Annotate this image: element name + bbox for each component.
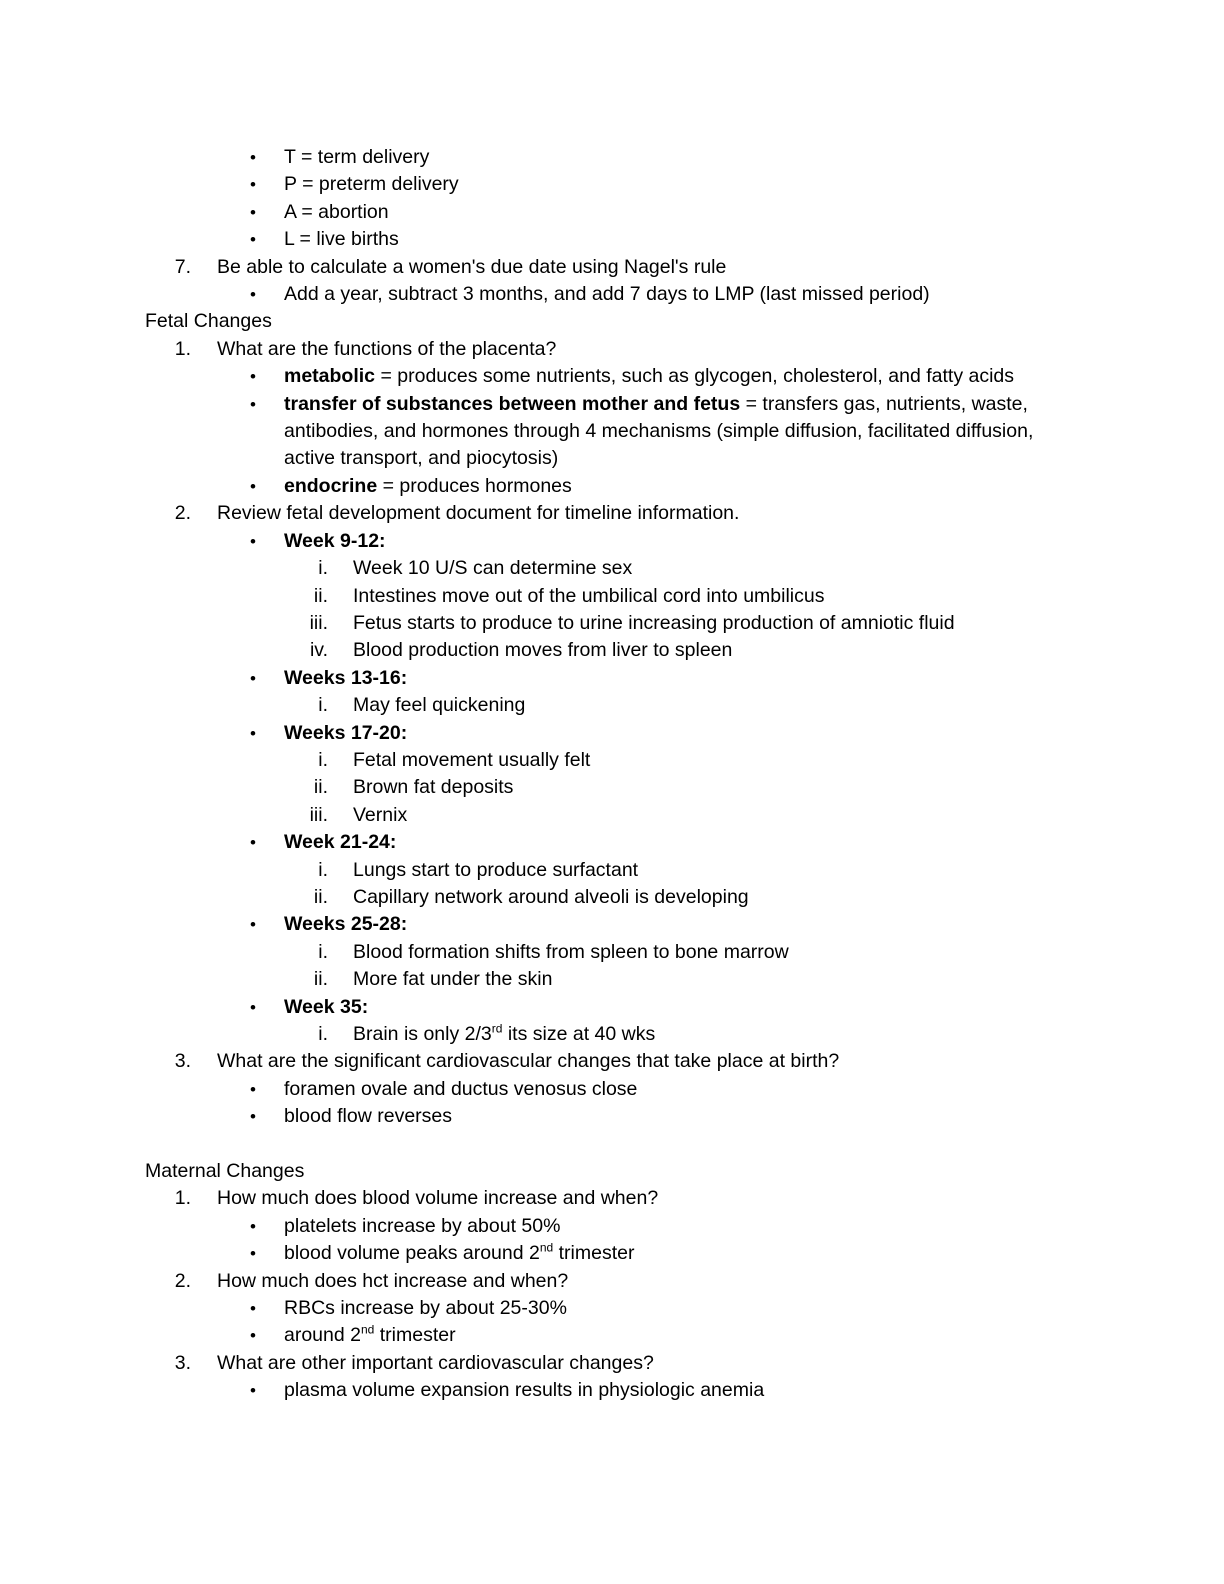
list-marker: 2. [174, 502, 191, 525]
list-marker: • [250, 367, 256, 387]
line-text [145, 1158, 1080, 1185]
list-marker: • [250, 915, 256, 935]
document-line [0, 610, 1224, 637]
document-line [0, 966, 1224, 993]
text-segment: Blood formation shifts from spleen to bone marrow [353, 940, 789, 963]
document-line [0, 1350, 1224, 1377]
text-segment: Fetus starts to produce to urine increasing production of amniotic fluid [353, 611, 955, 634]
document-line [0, 1076, 1224, 1103]
list-marker: 3. [174, 1351, 191, 1374]
line-text [284, 281, 1080, 308]
text-segment: What are the significant cardiovascular changes that take place at birth? [217, 1050, 840, 1073]
document-line [0, 939, 1224, 966]
document-line [0, 336, 1224, 363]
document-line [0, 1268, 1224, 1295]
document-body [0, 144, 1224, 1405]
line-text [353, 637, 1080, 664]
line-text [353, 774, 1080, 801]
document-line [0, 171, 1224, 198]
line-text [353, 884, 1080, 911]
document-line [0, 1185, 1224, 1212]
list-marker: 7. [174, 255, 191, 278]
list-marker: • [250, 1244, 256, 1264]
line-text [217, 336, 1080, 363]
line-text [217, 500, 1080, 527]
line-text [353, 583, 1080, 610]
list-marker: • [250, 148, 256, 167]
line-text [217, 1185, 1080, 1212]
line-text [284, 171, 1080, 198]
document-line [0, 829, 1224, 856]
line-text [284, 199, 1080, 226]
text-segment: transfer of substances between mother and fetus [284, 392, 741, 415]
list-marker: ii. [313, 885, 328, 908]
text-segment: Week 21-24: [284, 831, 397, 854]
text-segment: Weeks 25-28: [284, 913, 408, 936]
text-segment: How much does hct increase and when? [217, 1269, 569, 1292]
line-text [284, 528, 1080, 555]
line-text [217, 254, 1080, 281]
document-line [0, 747, 1224, 774]
document-line [0, 637, 1224, 664]
list-marker: • [250, 668, 256, 688]
list-marker: • [250, 1381, 256, 1401]
document-line [0, 720, 1224, 747]
list-marker: • [250, 230, 256, 250]
line-text [284, 994, 1080, 1021]
line-text [353, 802, 1080, 829]
text-segment: around 2 [284, 1324, 361, 1347]
text-segment: Brown fat deposits [353, 776, 514, 799]
list-marker: • [250, 723, 256, 743]
list-marker: • [250, 997, 256, 1017]
text-segment: T = term delivery [284, 146, 430, 168]
list-marker: • [250, 476, 256, 496]
text-segment: Brain is only 2/3 [353, 1023, 492, 1045]
text-segment: Week 35: [284, 995, 369, 1018]
document-line [0, 1158, 1224, 1185]
list-marker: ii. [313, 584, 328, 607]
line-text [284, 720, 1080, 747]
text-segment: Be able to calculate a women's due date using Nagel's rule [217, 255, 727, 278]
list-marker: • [250, 202, 256, 222]
text-segment: trimester [374, 1324, 456, 1347]
text-segment: Review fetal development document for timeline information. [217, 502, 740, 525]
list-marker: i. [318, 748, 328, 771]
list-marker: 2. [174, 1269, 191, 1292]
text-segment: metabolic [284, 365, 376, 388]
document-line [0, 1131, 1224, 1158]
line-text [284, 473, 1080, 500]
text-segment: More fat under the skin [353, 968, 553, 991]
list-marker: iii. [309, 803, 328, 826]
document-line [0, 1295, 1224, 1322]
line-text [284, 911, 1080, 938]
text-segment: What are other important cardiovascular changes? [217, 1351, 654, 1374]
document-line [0, 144, 1224, 171]
list-marker: • [250, 833, 256, 853]
text-segment: endocrine [284, 474, 378, 497]
document-line [0, 308, 1224, 335]
line-text [353, 857, 1080, 884]
text-segment: nd [539, 1240, 554, 1255]
text-segment: trimester [553, 1242, 635, 1265]
line-text [353, 692, 1080, 719]
document-line [0, 363, 1224, 390]
text-segment: Fetal movement usually felt [353, 748, 591, 771]
list-marker: i. [318, 858, 328, 881]
text-segment: Weeks 13-16: [284, 666, 408, 689]
line-text [353, 610, 1080, 637]
document-line [0, 802, 1224, 829]
list-marker: 1. [174, 337, 191, 360]
document-line [0, 994, 1224, 1021]
document-line [0, 254, 1224, 281]
document-line [0, 199, 1224, 226]
list-marker: • [250, 394, 256, 414]
document-line [0, 391, 1224, 473]
document-line [0, 583, 1224, 610]
list-marker: i. [318, 1023, 328, 1045]
list-marker: • [250, 1299, 256, 1319]
text-segment: RBCs increase by about 25-30% [284, 1297, 567, 1320]
text-segment: blood volume peaks around 2 [284, 1242, 540, 1265]
list-marker: iii. [309, 611, 328, 634]
text-segment: rd [491, 1021, 503, 1036]
text-segment: plasma volume expansion results in physiologic anemia [284, 1379, 765, 1402]
list-marker: • [250, 531, 256, 551]
text-segment: Weeks 17-20: [284, 721, 408, 744]
line-text [284, 829, 1080, 856]
text-segment: = produces hormones [377, 474, 572, 497]
line-text [145, 308, 1080, 335]
text-segment: A = abortion [284, 200, 389, 223]
text-segment: Maternal Changes [145, 1160, 305, 1183]
list-marker: 3. [174, 1050, 191, 1073]
document-line [0, 473, 1224, 500]
document-line [0, 226, 1224, 253]
line-text [217, 1048, 1080, 1075]
list-marker: 1. [174, 1187, 191, 1210]
text-segment: How much does blood volume increase and when? [217, 1187, 659, 1210]
text-segment: Intestines move out of the umbilical cord into umbilicus [353, 584, 825, 607]
line-text [284, 1103, 1080, 1130]
text-segment: foramen ovale and ductus venosus close [284, 1077, 638, 1100]
line-text [284, 391, 1080, 473]
list-marker: • [250, 175, 256, 195]
document-line [0, 1322, 1224, 1349]
text-segment: Fetal Changes [145, 310, 272, 333]
document-line [0, 1377, 1224, 1404]
document-line [0, 774, 1224, 801]
text-segment: Add a year, subtract 3 months, and add 7 days to LMP (last missed period) [284, 283, 930, 306]
text-segment: platelets increase by about 50% [284, 1214, 561, 1237]
list-marker: • [250, 1107, 256, 1127]
list-marker: • [250, 285, 256, 305]
list-marker: iv. [309, 639, 328, 662]
line-text [353, 939, 1080, 966]
line-text [284, 1322, 1080, 1349]
line-text [353, 747, 1080, 774]
document-line [0, 692, 1224, 719]
line-text [284, 1295, 1080, 1322]
text-segment: Vernix [353, 803, 408, 826]
line-text [284, 665, 1080, 692]
text-segment: its size at 40 wks [502, 1023, 656, 1045]
document-line [0, 857, 1224, 884]
text-segment: = transfers gas, nutrients, waste, antibodies, and hormones through 4 mechanisms (simple diffusion, facilitated diffusion, active transport, and piocytosis) [284, 392, 1034, 470]
line-text [284, 1213, 1080, 1240]
text-segment: L = live births [284, 228, 399, 251]
text-segment: Week 10 U/S can determine sex [353, 557, 633, 580]
document-line [0, 528, 1224, 555]
document-line [0, 911, 1224, 938]
list-marker: ii. [313, 776, 328, 799]
list-marker: • [250, 1216, 256, 1236]
line-text [353, 1021, 1080, 1048]
document-line [0, 1103, 1224, 1130]
document-line [0, 1213, 1224, 1240]
line-text [284, 1076, 1080, 1103]
line-text [284, 363, 1080, 390]
document-line [0, 1240, 1224, 1267]
text-segment: = produces some nutrients, such as glycogen, cholesterol, and fatty acids [375, 365, 1015, 388]
document-line [0, 500, 1224, 527]
text-segment: Week 9-12: [284, 529, 386, 552]
text-segment: What are the functions of the placenta? [217, 337, 557, 360]
text-segment: P = preterm delivery [284, 173, 459, 196]
list-marker: • [250, 1079, 256, 1099]
list-marker: ii. [313, 968, 328, 991]
list-marker: i. [318, 557, 328, 580]
document-line [0, 555, 1224, 582]
line-text [353, 966, 1080, 993]
document-line [0, 884, 1224, 911]
text-segment: Blood production moves from liver to spleen [353, 639, 733, 662]
text-segment: Capillary network around alveoli is developing [353, 885, 749, 908]
text-segment: Lungs start to produce surfactant [353, 858, 639, 881]
document-line [0, 1021, 1224, 1048]
line-text [284, 144, 1080, 171]
list-marker: i. [318, 694, 328, 717]
document-line [0, 1048, 1224, 1075]
text-segment: May feel quickening [353, 694, 526, 717]
line-text [217, 1350, 1080, 1377]
list-marker: • [250, 1326, 256, 1346]
text-segment: blood flow reverses [284, 1105, 452, 1128]
line-text [217, 1268, 1080, 1295]
line-text [284, 226, 1080, 253]
document-line [0, 665, 1224, 692]
line-text [284, 1377, 1080, 1404]
document-line [0, 281, 1224, 308]
list-marker: i. [318, 940, 328, 963]
line-text [353, 555, 1080, 582]
text-segment: nd [360, 1322, 375, 1337]
line-text [284, 1240, 1080, 1267]
